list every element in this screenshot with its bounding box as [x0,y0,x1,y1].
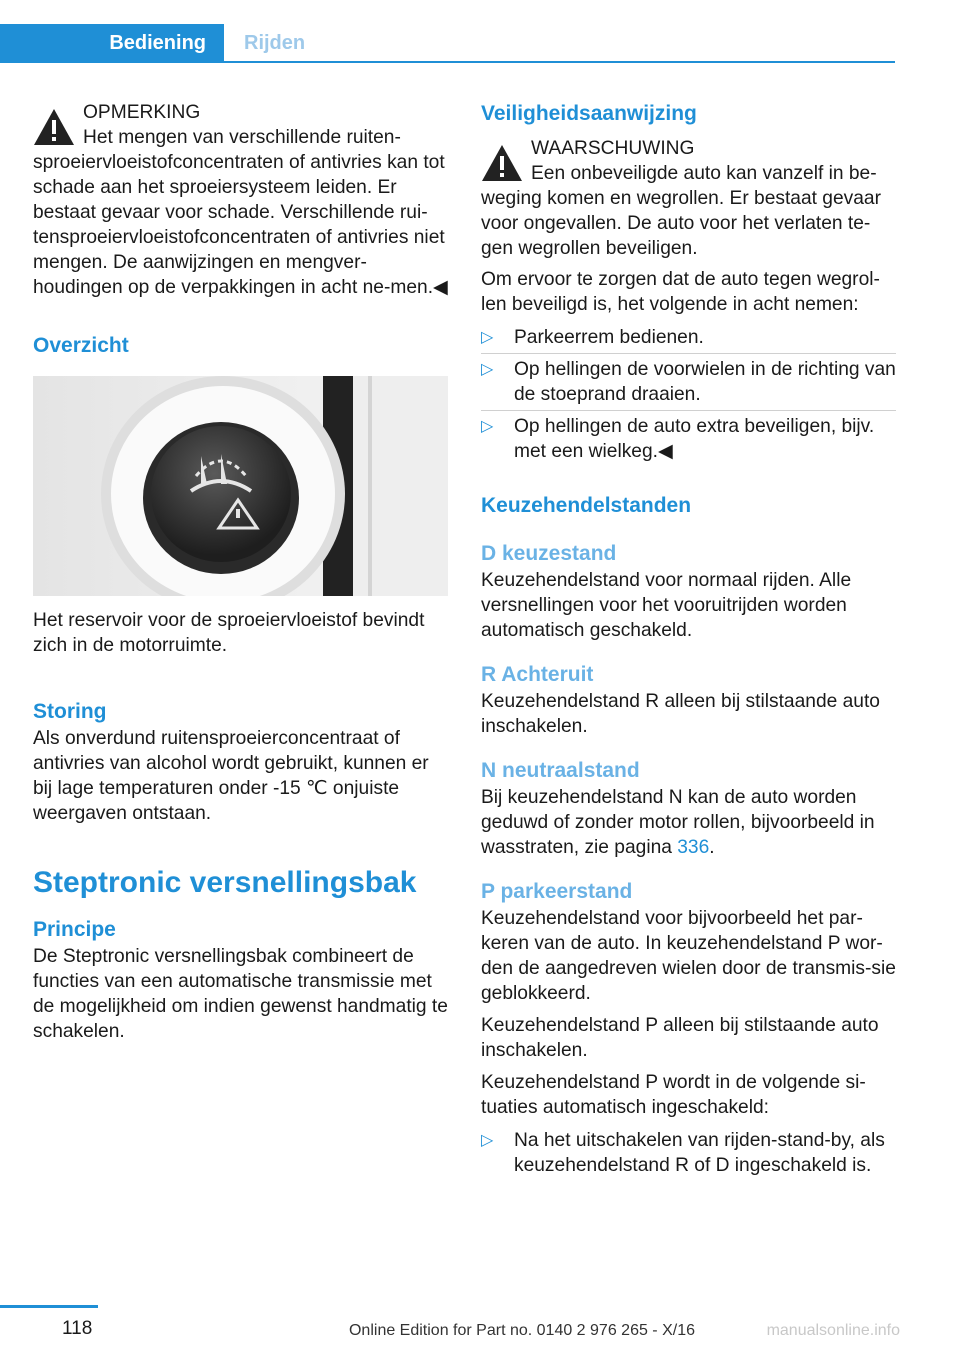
note-label: OPMERKING [83,102,201,123]
subheading-d: D keuzestand [481,542,617,565]
p-text-1: Keuzehendelstand voor bijvoorbeeld het par-keren van de auto. In keuzehendelstand P wor-den de aangedreven wielen door de transmis-sie geblokkeerd. [481,908,896,1004]
page-number: 118 [62,1318,93,1339]
tab-rijden[interactable]: Rijden [244,31,306,54]
watermark: manualsonline.info [766,1322,900,1339]
subheading-r: R Achteruit [481,663,594,686]
reservoir-cap-illustration [33,376,448,596]
chapter-heading-steptronic: Steptronic versnellingsbak [33,866,417,899]
note-first-line: Het mengen van verschillende ruiten- [83,127,401,148]
triangle-bullet-icon: ▷ [481,418,494,435]
left-column [33,100,448,1044]
section-heading-overzicht: Overzicht [33,334,129,357]
section-heading-positions: Keuzehendelstanden [481,494,692,517]
n-text: Bij keuzehendelstand N kan de auto worden geduwd of zonder motor rollen, bijvoorbeeld in wasstraten, zie pagina 336. [481,787,875,858]
subheading-n: N neutraalstand [481,759,640,782]
section-heading-safety: Veiligheidsaanwijzing [481,102,697,125]
header-divider [0,61,895,63]
warning-triangle-icon [481,144,523,182]
list-item: ▷ Parkeerrem bedienen. [481,325,896,350]
warning-label: WAARSCHUWING [531,138,695,159]
list-item: ▷ Op hellingen de auto extra beveiligen, bijv. met een wielkeg.◀ [481,416,875,462]
prevent-text: Om ervoor te zorgen dat de auto tegen wegrol-len beveiligd is, het volgende in acht nemen: [481,269,880,315]
prevent-list [481,325,896,464]
image-caption: Het reservoir voor de sproeiervloeistof bevindt zich in de motorruimte. [33,610,425,656]
warning-first-line: Een onbeveiligde auto kan vanzelf in be- [531,163,877,184]
triangle-bullet-icon: ▷ [481,329,494,346]
warning-text: weging komen en wegrollen. Er bestaat gevaar voor ongevallen. De auto voor het verlaten te-gen wegrollen beveiligen. [481,188,881,259]
d-text: Keuzehendelstand voor normaal rijden. Alle versnellingen voor het vooruitrijden worden automatisch geschakeld. [481,570,852,641]
note-text: sproeiervloeistofconcentraten of antivries kan tot schade aan het sproeiersysteem leiden. Er bestaat gevaar voor schade. Verschillende rui-tensproeiervloeistofconcentraten of antivries niet mengen. De aanwijzingen en mengver-houdingen op de verpakkingen in acht ne-men.◀ [33,152,448,298]
edition-text: Online Edition for Part no. 0140 2 976 265 - X/16 [348,1322,695,1339]
right-column [481,100,896,1185]
washer-reservoir-image [33,376,448,596]
warning-triangle-icon [33,108,75,146]
tab-bediening[interactable]: Bediening [0,24,224,62]
subheading-p: P parkeerstand [481,880,633,903]
list-item: ▷ Op hellingen de voorwielen in de richting van de stoeprand draaien. [481,359,896,405]
p-text-2: Keuzehendelstand P alleen bij stilstaande auto inschakelen. [481,1015,879,1061]
triangle-bullet-icon: ▷ [481,1132,494,1149]
principe-text: De Steptronic versnellingsbak combineert de functies van een automatische transmissie met de mogelijkheid om indien gewenst handmatig te schakelen. [33,946,448,1042]
note-block [33,100,448,300]
storing-text: Als onverdund ruitensproeierconcentraat of antivries van alcohol wordt gebruikt, kunnen er bij lage temperaturen onder -15 ℃ onjuiste weergaven ontstaan. [33,728,429,824]
page-header [0,0,960,64]
warning-block [481,136,896,261]
footer-divider [0,1305,98,1308]
p-list [481,1128,896,1178]
page-link-336[interactable]: 336 [677,837,710,858]
triangle-bullet-icon: ▷ [481,361,494,378]
section-heading-principe: Principe [33,918,116,941]
page-footer [0,1300,960,1362]
list-item: ▷ Na het uitschakelen van rijden-stand-by, als keuzehendelstand R of D ingeschakeld is. [481,1130,885,1176]
section-heading-storing: Storing [33,700,107,723]
r-text: Keuzehendelstand R alleen bij stilstaande auto inschakelen. [481,691,880,737]
p-text-3: Keuzehendelstand P wordt in de volgende si-tuaties automatisch ingeschakeld: [481,1072,866,1118]
